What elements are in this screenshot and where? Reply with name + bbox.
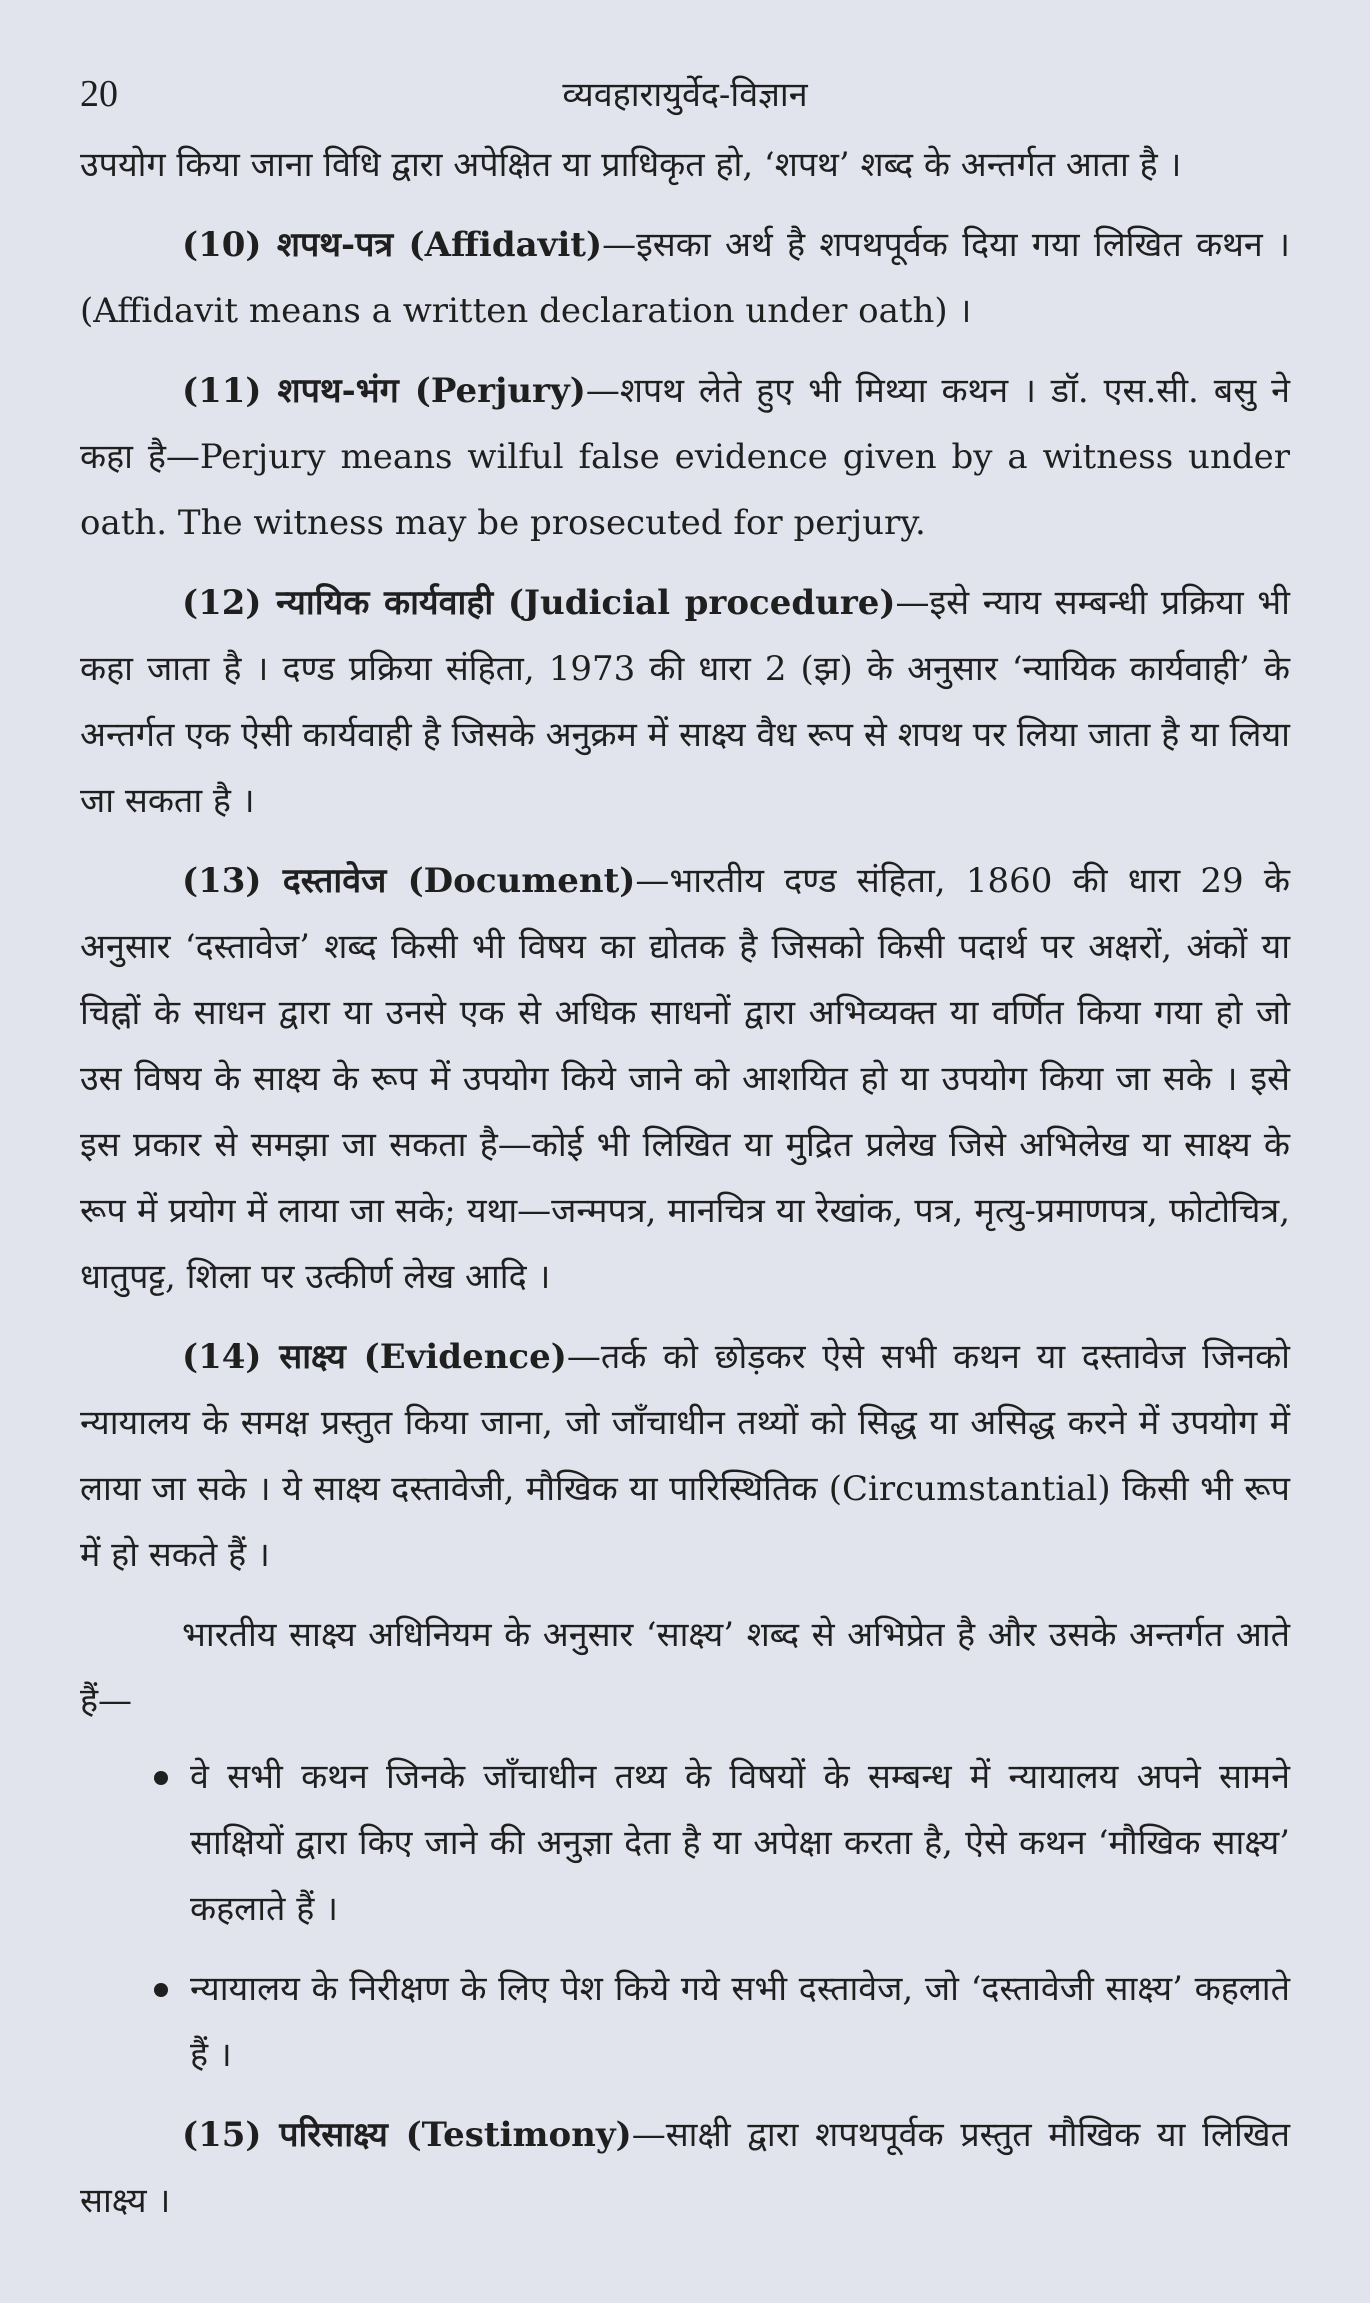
bullet-text: न्यायालय के निरीक्षण के लिए पेश किये गये सभी दस्तावेज, जो ‘दस्तावेजी साक्ष्य’ कहलाते हैं ।: [190, 1969, 1290, 2075]
bullet-text: वे सभी कथन जिनके जाँचाधीन तथ्य के विषयों के सम्बन्ध में न्यायालय अपने सामने साक्षियों द्वारा किए जाने की अनुज्ञा देता है या अपेक्षा करता है, ऐसे कथन ‘मौखिक साक्ष्य’ कहलाते हैं ।: [190, 1757, 1290, 1929]
definition-body: —तर्क को छोड़कर ऐसे सभी कथन या दस्तावेज जिनको न्यायालय के समक्ष प्रस्तुत किया जाना, जो जाँचाधीन तथ्यों को सिद्ध या असिद्ध करने में उपयोग में लाया जा सके । ये साक्ष्य दस्तावेजी, मौखिक या पारिस्थितिक (Circumstantial) किसी भी रूप में हो सकते हैं ।: [80, 1337, 1290, 1575]
definition-term: (13) दस्तावेज (Document): [182, 861, 636, 901]
list-item: [190, 1956, 1290, 2088]
definition-term: (14) साक्ष्य (Evidence): [182, 1337, 567, 1377]
definition-term: (15) परिसाक्ष्य (Testimony): [182, 2115, 632, 2155]
definition-body: —साक्षी द्वारा शपथपूर्वक प्रस्तुत मौखिक या लिखित साक्ष्य ।: [80, 2115, 1290, 2221]
definition-judicial-procedure: [80, 570, 1290, 834]
list-item: [190, 1744, 1290, 1942]
definition-document: [80, 848, 1290, 1310]
bullet-icon: [154, 1771, 168, 1785]
definition-body: —इसका अर्थ है शपथपूर्वक दिया गया लिखित कथन । (Affidavit means a written declaration under oath) ।: [80, 225, 1290, 331]
page-header: [80, 62, 1290, 132]
page-number: 20: [80, 73, 118, 115]
definition-testimony: [80, 2102, 1290, 2234]
definition-term: (11) शपथ-भंग (Perjury): [182, 371, 586, 411]
evidence-act-paragraph: भारतीय साक्ष्य अधिनियम के अनुसार ‘साक्ष्य’ शब्द से अभिप्रेत है और उसके अन्तर्गत आते हैं—: [80, 1615, 1290, 1721]
evidence-bullet-list: [80, 1744, 1290, 2088]
definition-body: —शपथ लेते हुए भी मिथ्या कथन । डॉ. एस.सी. बसु ने कहा है—Perjury means wilful false evidence given by a witness under oath. The witness may be prosecuted for perjury.: [80, 371, 1291, 543]
definition-body: —इसे न्याय सम्बन्धी प्रक्रिया भी कहा जाता है । दण्ड प्रक्रिया संहिता, 1973 की धारा 2 (झ) के अनुसार ‘न्यायिक कार्यवाही’ के अन्तर्गत एक ऐसी कार्यवाही है जिसके अनुक्रम में साक्ष्य वैध रूप से शपथ पर लिया जाता है या लिया जा सकता है ।: [80, 583, 1290, 821]
definition-affidavit: [80, 212, 1290, 344]
definition-body: —भारतीय दण्ड संहिता, 1860 की धारा 29 के अनुसार ‘दस्तावेज’ शब्द किसी भी विषय का द्योतक है जिसको किसी पदार्थ पर अक्षरों, अंकों या चिह्नों के साधन द्वारा या उनसे एक से अधिक साधनों द्वारा अभिव्यक्त या वर्णित किया गया हो जो उस विषय के साक्ष्य के रूप में उपयोग किये जाने को आशयित हो या उपयोग किया जा सके । इसे इस प्रकार से समझा जा सकता है—कोई भी लिखित या मुद्रित प्रलेख जिसे अभिलेख या साक्ष्य के रूप में प्रयोग में लाया जा सके; यथा—जन्मपत्र, मानचित्र या रेखांक, पत्र, मृत्यु-प्रमाणपत्र, फोटोचित्र, धातुपट्ट, शिला पर उत्कीर्ण लेख आदि ।: [80, 861, 1290, 1297]
definition-perjury: [80, 358, 1290, 556]
bullet-icon: [154, 1983, 168, 1997]
definition-term: (10) शपथ-पत्र (Affidavit): [182, 225, 603, 265]
book-page: [80, 62, 1290, 2262]
running-title: व्यवहारायुर्वेद-विज्ञान: [562, 75, 808, 115]
definition-term: (12) न्यायिक कार्यवाही (Judicial procedure): [182, 583, 896, 623]
definition-evidence: [80, 1324, 1290, 1588]
intro-paragraph: उपयोग किया जाना विधि द्वारा अपेक्षित या प्राधिकृत हो, ‘शपथ’ शब्द के अन्तर्गत आता है ।: [80, 145, 1182, 185]
body-text: [80, 132, 1290, 2234]
